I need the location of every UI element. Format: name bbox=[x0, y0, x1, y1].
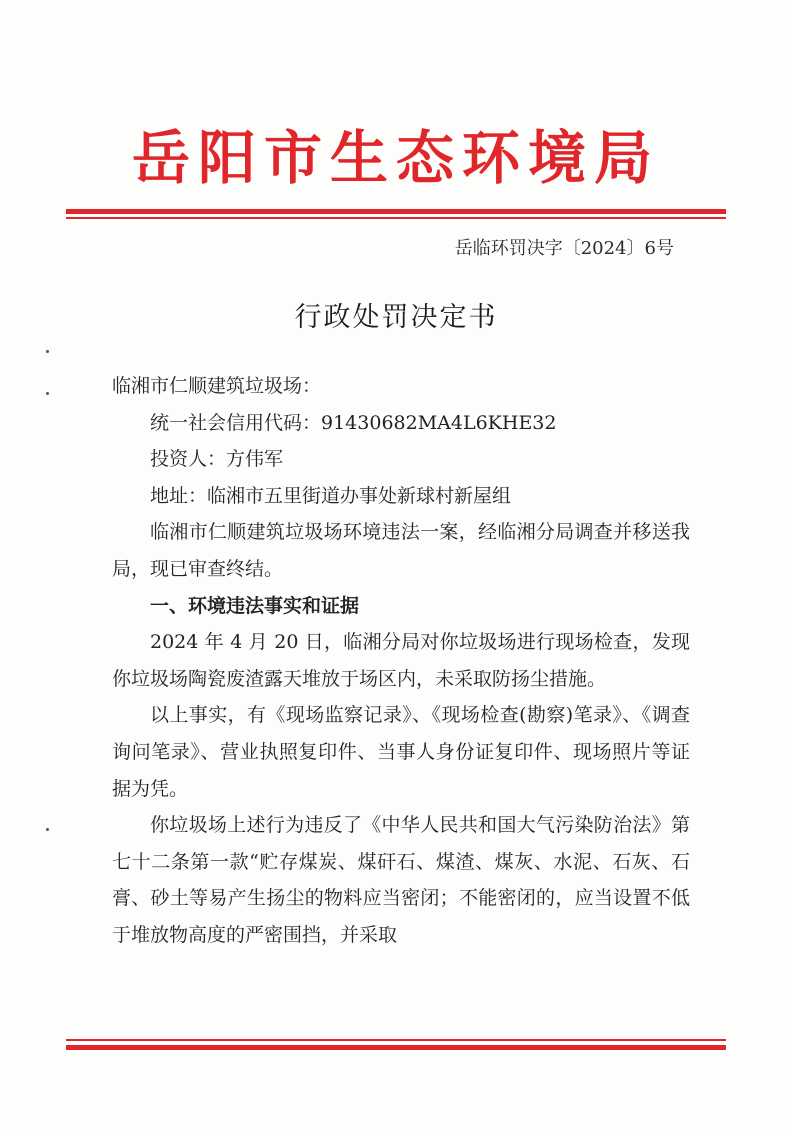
investor: 投资人：方伟军 bbox=[150, 448, 284, 471]
footer-rule-thick bbox=[66, 1045, 726, 1050]
party-name: 临湘市仁顺建筑垃圾场： bbox=[112, 375, 322, 397]
footer-rule-thin bbox=[66, 1039, 726, 1041]
header-rule-thin bbox=[66, 217, 726, 219]
document-title: 行政处罚决定书 bbox=[294, 302, 498, 333]
evidence-paragraph: 以上事实，有《现场监察记录》、《现场检查(勘察)笔录》、《调查询问笔录》、营业执照复印件、当事人身份证复印件、现场照片等证据为凭。 bbox=[112, 704, 690, 800]
intro-paragraph: 临湘市仁顺建筑垃圾场环境违法一案，经临湘分局调查并移送我局，现已审查终结。 bbox=[112, 521, 690, 580]
scan-speck bbox=[46, 828, 49, 831]
scan-speck bbox=[46, 350, 49, 353]
document-body bbox=[112, 368, 690, 954]
facts-paragraph: 2024 年 4 月 20 日，临湘分局对你垃圾场进行现场检查，发现你垃圾场陶瓷废渣露天堆放于场区内，未采取防扬尘措施。 bbox=[112, 631, 690, 690]
credit-code: 统一社会信用代码：91430682MA4L6KHE32 bbox=[150, 411, 557, 434]
section-heading-facts: 一、环境违法事实和证据 bbox=[150, 594, 360, 617]
scan-speck bbox=[46, 392, 49, 395]
document-number: 岳临环罚决字〔2024〕6号 bbox=[454, 238, 674, 259]
agency-masthead: 岳阳市生态环境局 bbox=[131, 124, 660, 192]
header-rule-thick bbox=[66, 209, 726, 214]
address: 地址：临湘市五里街道办事处新球村新屋组 bbox=[150, 484, 512, 507]
violation-paragraph: 你垃圾场上述行为违反了《中华人民共和国大气污染防治法》第七十二条第一款“贮存煤炭、煤矸石、煤渣、煤灰、水泥、石灰、石膏、砂土等易产生扬尘的物料应当密闭；不能密闭的，应当设置不低于堆放物高度的严密围挡，并采取 bbox=[112, 814, 690, 946]
